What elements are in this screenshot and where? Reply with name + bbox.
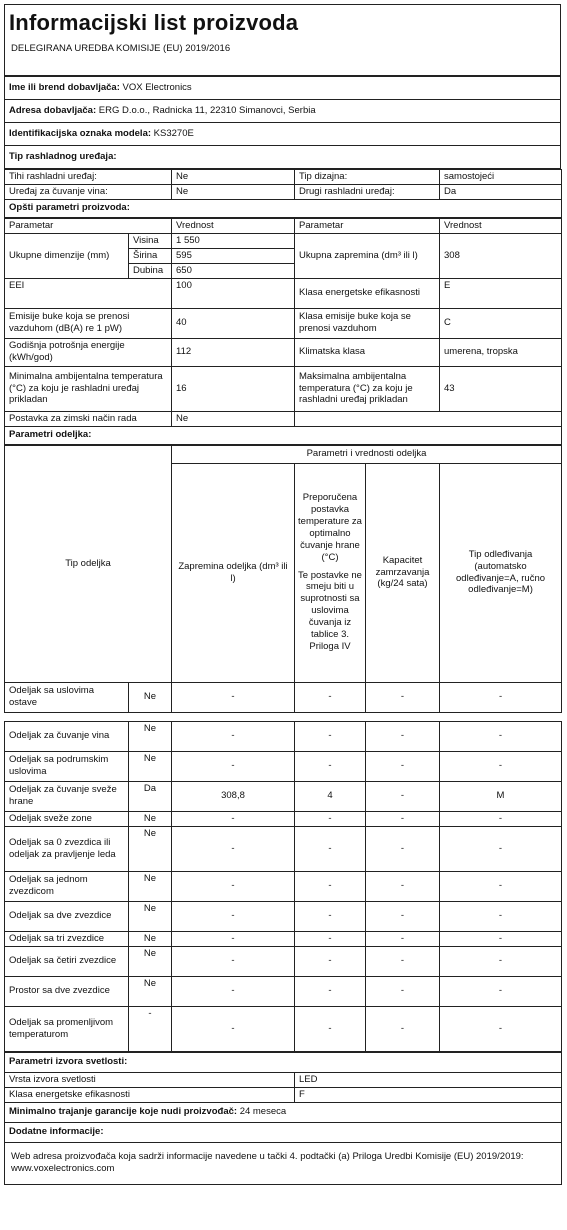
eei-label: EEI [5, 278, 172, 308]
general-parameters-heading: Opšti parametri proizvoda: [5, 199, 562, 217]
warranty-label: Minimalno trajanje garancije koje nudi proizvođač: [9, 1106, 238, 1118]
supplier-brand-value: VOX Electronics [122, 82, 192, 93]
compartment-name: Odeljak sa uslovima ostave [5, 682, 129, 712]
compartment-temperature: - [295, 1006, 366, 1051]
depth-value: 650 [172, 263, 295, 278]
energy-class-label: Klasa energetske efikasnosti [295, 278, 440, 308]
compartment-defrost: - [440, 721, 562, 751]
light-source-type-label: Vrsta izvora svetlosti [5, 1072, 295, 1087]
general-parameters-table [4, 218, 562, 445]
light-source-heading: Parametri izvora svetlosti: [5, 1052, 562, 1072]
compartment-present: Ne [129, 826, 172, 871]
compartment-name: Odeljak sveže zone [5, 811, 129, 826]
compartment-name: Odeljak sa podrumskim uslovima [5, 751, 129, 781]
temperature-header-line-a: Preporučena postavka temperature za optimalno čuvanje hrane (°C) [298, 492, 362, 563]
column-header-value: Vrednost [172, 218, 295, 233]
compartment-present: - [129, 1006, 172, 1051]
compartment-name: Odeljak sa 0 zvezdica ili odeljak za pravljenje leda [5, 826, 129, 871]
compartment-volume: - [172, 871, 295, 901]
compartment-volume: - [172, 811, 295, 826]
supplier-address-row [5, 99, 561, 122]
light-source-table [4, 1052, 562, 1185]
compartment-freezing: - [366, 931, 440, 946]
compartment-present: Ne [129, 682, 172, 712]
section-gap [4, 713, 561, 721]
supplier-address-value: ERG D.o.o., Radnicka 11, 22310 Simanovci, Serbia [98, 104, 316, 116]
compartment-freezing: - [366, 721, 440, 751]
max-ambient-temp-value: 43 [440, 366, 562, 411]
supplier-address-label: Adresa dobavljača: [9, 104, 97, 116]
eei-value: 100 [172, 278, 295, 308]
noise-label: Emisije buke koja se prenosi vazduhom (dB(A) re 1 pW) [5, 308, 172, 338]
compartment-volume: - [172, 1006, 295, 1051]
design-type-label: Tip dizajna: [295, 169, 440, 184]
compartment-volume: - [172, 901, 295, 931]
model-row [5, 122, 561, 145]
max-ambient-temp-label: Maksimalna ambijentalna temperatura (°C) za koju je rashladni uređaj prikladan [295, 366, 440, 411]
compartment-present: Ne [129, 901, 172, 931]
product-information-sheet [4, 4, 561, 1185]
warranty-value: 24 meseca [239, 1106, 287, 1118]
other-appliance-label: Drugi rashladni uređaj: [295, 184, 440, 199]
compartment-freezing: - [366, 976, 440, 1006]
compartment-name: Odeljak sa dve zvezdice [5, 901, 129, 931]
compartment-volume: - [172, 946, 295, 976]
annual-energy-label: Godišnja potrošnja energije (kWh/god) [5, 338, 172, 366]
climate-class-value: umerena, tropska [440, 338, 562, 366]
compartment-temperature: - [295, 931, 366, 946]
temperature-column-header [295, 463, 366, 682]
supplier-table [4, 76, 561, 169]
table-row [5, 811, 562, 826]
compartment-freezing: - [366, 946, 440, 976]
compartment-present: Ne [129, 811, 172, 826]
compartment-temperature: - [295, 901, 366, 931]
compartment-name: Odeljak za čuvanje sveže hrane [5, 781, 129, 811]
total-volume-label: Ukupna zapremina (dm³ ili l) [295, 233, 440, 278]
compartment-volume: - [172, 682, 295, 712]
column-header-parameter-2: Parametar [295, 218, 440, 233]
noise-class-label: Klasa emisije buke koja se prenosi vazduhom [295, 308, 440, 338]
supplier-brand-row [5, 77, 561, 100]
page-title: Informacijski list proizvoda [9, 10, 299, 35]
light-source-class-label: Klasa energetske efikasnosti [5, 1087, 295, 1102]
width-label: Širina [129, 248, 172, 263]
compartment-freezing: - [366, 826, 440, 871]
defrost-type-header: Tip odleđivanja (automatsko odleđivanje=A, ručno odleđivanje=M) [440, 463, 562, 682]
warranty-row [5, 1102, 562, 1122]
noise-class-value: C [440, 308, 562, 338]
compartment-temperature: - [295, 811, 366, 826]
compartment-temperature: - [295, 721, 366, 751]
compartment-present: Da [129, 781, 172, 811]
table-row [5, 781, 562, 811]
model-value: KS3270E [153, 127, 194, 139]
height-label: Visina [129, 233, 172, 248]
light-source-class-value: F [295, 1087, 562, 1102]
additional-info-text: Web adresa proizvođača koja sadrži informacije navedene u tački 4. podtački (a) Priloga Uredbi Komisije (EU) 2019/2019: www.voxelectronics.com [5, 1142, 562, 1184]
quiet-appliance-label: Tihi rashladni uređaj: [5, 169, 172, 184]
compartment-freezing: - [366, 901, 440, 931]
quiet-appliance-value: Ne [172, 169, 295, 184]
volume-column-header: Zapremina odeljka (dm³ ili l) [172, 463, 295, 682]
compartment-present: Ne [129, 871, 172, 901]
supplier-brand-label: Ime ili brend dobavljača: [9, 82, 120, 93]
model-label: Identifikacijska oznaka modela: [9, 127, 152, 139]
compartment-temperature: - [295, 826, 366, 871]
compartment-name: Prostor sa dve zvezdice [5, 976, 129, 1006]
additional-info-heading: Dodatne informacije: [5, 1122, 562, 1142]
compartment-rows-table [4, 721, 562, 1052]
compartment-defrost: - [440, 811, 562, 826]
compartment-defrost: - [440, 1006, 562, 1051]
compartment-volume: - [172, 826, 295, 871]
compartment-group-header: Parametri i vrednosti odeljka [172, 445, 562, 463]
wine-appliance-label: Uređaj za čuvanje vina: [5, 184, 172, 199]
compartment-freezing: - [366, 751, 440, 781]
height-value: 1 550 [172, 233, 295, 248]
compartment-volume: - [172, 976, 295, 1006]
compartment-rows [5, 721, 562, 1051]
compartment-temperature: - [295, 682, 366, 712]
empty-cell [295, 411, 562, 426]
compartment-defrost: - [440, 751, 562, 781]
climate-class-label: Klimatska klasa [295, 338, 440, 366]
freezing-capacity-header: Kapacitet zamrzavanja (kg/24 sata) [366, 463, 440, 682]
appliance-type-heading: Tip rashladnog uređaja: [5, 145, 561, 168]
temperature-header-line-b: Te postavke ne smeju biti u suprotnosti sa uslovima čuvanja iz tablice 3. Priloga IV [298, 569, 362, 652]
table-row [5, 946, 562, 976]
compartment-volume: - [172, 931, 295, 946]
header-box [4, 4, 561, 76]
compartment-present: Ne [129, 946, 172, 976]
light-source-type-value: LED [295, 1072, 562, 1087]
compartment-freezing: - [366, 682, 440, 712]
compartment-name: Odeljak za čuvanje vina [5, 721, 129, 751]
table-row [5, 826, 562, 871]
column-header-value-2: Vrednost [440, 218, 562, 233]
table-row [5, 931, 562, 946]
compartment-temperature: - [295, 871, 366, 901]
compartment-defrost: - [440, 946, 562, 976]
compartment-present: Ne [129, 721, 172, 751]
compartment-temperature: - [295, 946, 366, 976]
compartment-header-table [4, 445, 562, 713]
compartment-volume: - [172, 721, 295, 751]
table-row [5, 751, 562, 781]
compartment-defrost: - [440, 931, 562, 946]
winter-mode-label: Postavka za zimski način rada [5, 411, 172, 426]
depth-label: Dubina [129, 263, 172, 278]
compartment-temperature: 4 [295, 781, 366, 811]
compartment-freezing: - [366, 1006, 440, 1051]
width-value: 595 [172, 248, 295, 263]
compartment-parameters-heading: Parametri odeljka: [5, 426, 562, 444]
table-row [5, 1006, 562, 1051]
compartment-name: Odeljak sa jednom zvezdicom [5, 871, 129, 901]
table-row [5, 871, 562, 901]
compartment-defrost: - [440, 682, 562, 712]
compartment-freezing: - [366, 871, 440, 901]
dimensions-label: Ukupne dimenzije (mm) [5, 233, 129, 278]
compartment-present: Ne [129, 976, 172, 1006]
design-type-value: samostojeći [440, 169, 562, 184]
table-row [5, 721, 562, 751]
compartment-freezing: - [366, 781, 440, 811]
annual-energy-value: 112 [172, 338, 295, 366]
compartment-present: Ne [129, 931, 172, 946]
compartment-name: Odeljak sa tri zvezdice [5, 931, 129, 946]
energy-class-value: E [440, 278, 562, 308]
compartment-present: Ne [129, 751, 172, 781]
page-subtitle: DELEGIRANA UREDBA KOMISIJE (EU) 2019/2016 [11, 42, 231, 54]
compartment-temperature: - [295, 751, 366, 781]
other-appliance-value: Da [440, 184, 562, 199]
compartment-name: Odeljak sa promenljivom temperaturom [5, 1006, 129, 1051]
total-volume-value: 308 [440, 233, 562, 278]
min-ambient-temp-value: 16 [172, 366, 295, 411]
compartment-defrost: - [440, 826, 562, 871]
compartment-type-header: Tip odeljka [5, 445, 172, 682]
min-ambient-temp-label: Minimalna ambijentalna temperatura (°C) za koju je rashladni uređaj prikladan [5, 366, 172, 411]
compartment-defrost: M [440, 781, 562, 811]
compartment-defrost: - [440, 871, 562, 901]
compartment-volume: 308,8 [172, 781, 295, 811]
compartment-defrost: - [440, 976, 562, 1006]
compartment-temperature: - [295, 976, 366, 1006]
compartment-freezing: - [366, 811, 440, 826]
compartment-volume: - [172, 751, 295, 781]
table-row [5, 901, 562, 931]
appliance-type-table [4, 169, 562, 218]
wine-appliance-value: Ne [172, 184, 295, 199]
noise-value: 40 [172, 308, 295, 338]
column-header-parameter: Parametar [5, 218, 172, 233]
table-row [5, 976, 562, 1006]
compartment-name: Odeljak sa četiri zvezdice [5, 946, 129, 976]
winter-mode-value: Ne [172, 411, 295, 426]
compartment-defrost: - [440, 901, 562, 931]
